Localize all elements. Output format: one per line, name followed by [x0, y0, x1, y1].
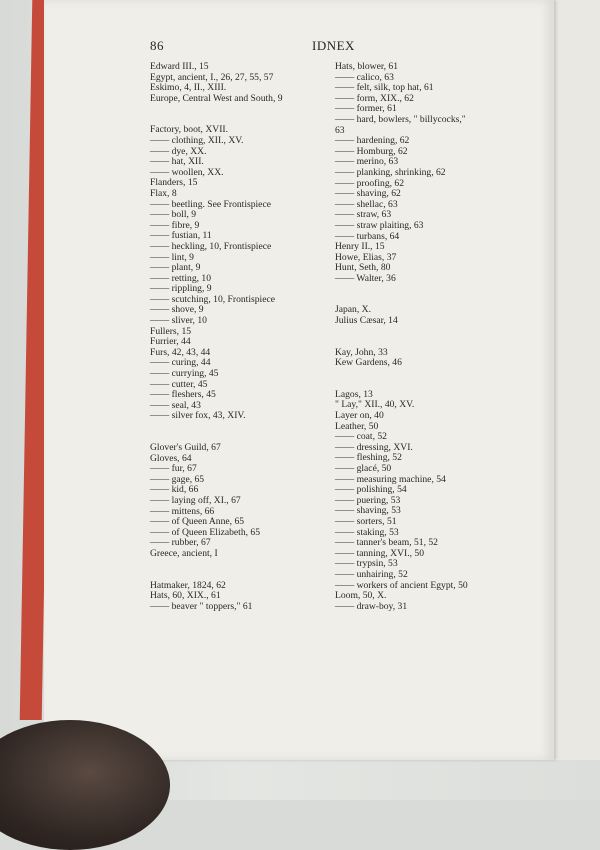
index-entry: Furs, 42, 43, 44 — [150, 346, 211, 358]
section-gap — [335, 327, 468, 348]
index-column-left — [150, 62, 283, 612]
index-entry: Flax, 8 — [150, 187, 177, 199]
index-entry: Julius Cæsar, 14 — [335, 315, 398, 327]
index-entry: —— fustian, 11 — [150, 230, 212, 242]
index-entry: —— fleshers, 45 — [150, 389, 216, 401]
index-entry: Hats, blower, 61 — [335, 61, 399, 72]
index-entry: —— beetling. See Frontispiece — [150, 198, 271, 210]
section-gap — [335, 284, 468, 305]
index-entry: Japan, X. — [335, 304, 371, 316]
index-entry: —— clothing, XII., XV. — [150, 134, 244, 146]
section-gap — [335, 369, 468, 390]
index-entry: —— beaver " toppers," 61 — [150, 600, 253, 612]
running-title: IDNEX — [312, 38, 355, 53]
index-column-right — [335, 62, 468, 612]
index-entry: Europe, Central West and South, 9 — [150, 92, 283, 104]
index-entry: Egypt, ancient, I., 26, 27, 55, 57 — [150, 71, 274, 83]
index-entry: —— sliver, 10 — [150, 315, 207, 327]
index-entry: —— shove, 9 — [150, 304, 204, 316]
index-entry: —— curing, 44 — [150, 357, 211, 369]
index-entry: Hats, 60, XIX., 61 — [150, 590, 221, 602]
index-entry: —— scutching, 10, Frontispiece — [150, 293, 275, 305]
index-entry: —— hat, XII. — [150, 156, 204, 168]
index-entry: —— proofing, 62 — [335, 177, 405, 189]
index-entry: —— shaving, 62 — [335, 188, 401, 200]
index-entry: —— tanning, XVI., 50 — [335, 547, 424, 559]
index-entry: —— hardening, 62 — [335, 135, 410, 147]
index-entry: —— tanner's beam, 51, 52 — [335, 537, 438, 549]
index-entry: Fullers, 15 — [150, 325, 192, 337]
index-entry: Flanders, 15 — [150, 177, 198, 189]
section-gap — [150, 422, 283, 443]
index-entry: Kew Gardens, 46 — [335, 357, 402, 369]
index-entry: —— gage, 65 — [150, 473, 205, 485]
section-gap — [150, 104, 283, 125]
index-entry: —— felt, silk, top hat, 61 — [335, 82, 434, 94]
index-entry: Gloves, 64 — [150, 452, 192, 464]
index-entry: —— workers of ancient Egypt, 50 — [335, 579, 468, 591]
index-entry: Factory, boot, XVII. — [150, 124, 228, 136]
index-entry: Henry II., 15 — [335, 241, 385, 253]
index-entry: —— unhairing, 52 — [335, 568, 408, 580]
index-entry: Furrier, 44 — [150, 336, 191, 348]
index-entry: —— woollen, XX. — [150, 166, 224, 178]
index-entry: Howe, Elias, 37 — [335, 251, 397, 263]
index-entry: —— coat, 52 — [335, 431, 387, 443]
index-entry: —— cutter, 45 — [150, 378, 208, 390]
index-entry: —— fur, 67 — [150, 463, 197, 475]
index-entry: —— glacé, 50 — [335, 463, 392, 474]
index-entry: —— trypsin, 53 — [335, 558, 398, 570]
index-entry: —— fibre, 9 — [150, 219, 200, 231]
index-entry: —— rippling, 9 — [150, 283, 212, 295]
index-entry: —— of Queen Anne, 65 — [150, 516, 245, 528]
index-entry: —— of Queen Elizabeth, 65 — [150, 526, 261, 538]
index-entry: —— plant, 9 — [150, 262, 201, 274]
index-entry: —— heckling, 10, Frontispiece — [150, 240, 272, 252]
index-entry: Kay, John, 33 — [335, 346, 388, 358]
index-entry: —— staking, 53 — [335, 526, 399, 538]
index-entry: Eskimo, 4, II., XIII. — [150, 82, 227, 94]
index-entry: —— fleshing, 52 — [335, 452, 402, 464]
index-entry: Greece, ancient, I — [150, 547, 218, 559]
index-entry: Edward III., 15 — [150, 61, 209, 72]
index-entry: —— kid, 66 — [150, 484, 199, 496]
page-number: 86 — [150, 38, 164, 53]
index-entry: —— measuring machine, 54 — [335, 473, 446, 485]
index-entry: —— shellac, 63 — [335, 198, 398, 210]
index-entry: Lagos, 13 — [335, 388, 373, 400]
index-entry: —— turbans, 64 — [335, 230, 400, 242]
index-entry: —— laying off, XI., 67 — [150, 494, 241, 506]
index-entry: Loom, 50, X. — [335, 590, 387, 602]
index-entry: —— retting, 10 — [150, 272, 212, 284]
section-gap — [150, 560, 283, 581]
index-entry: —— puering, 53 — [335, 494, 401, 506]
index-entry: Hatmaker, 1824, 62 — [150, 579, 226, 591]
index-entry: —— Walter, 36 — [335, 272, 396, 284]
index-entry: —— form, XIX., 62 — [335, 92, 414, 104]
index-entry: —— planking, shrinking, 62 — [335, 166, 446, 178]
book-page — [44, 0, 554, 760]
index-entry: —— polishing, 54 — [335, 484, 407, 496]
index-entry: —— former, 61 — [335, 103, 397, 115]
index-entry: Glover's Guild, 67 — [150, 442, 221, 453]
index-entry: —— mittens, 66 — [150, 505, 215, 517]
index-entry: —— draw-boy, 31 — [335, 600, 408, 612]
index-entry: " Lay," XII., 40, XV. — [335, 399, 415, 411]
index-entry: —— dye, XX. — [150, 145, 207, 157]
index-entry: —— currying, 45 — [150, 368, 219, 380]
index-entry: Leather, 50 — [335, 420, 379, 432]
index-entry: —— dressing, XVI. — [335, 441, 413, 453]
index-entry: —— seal, 43 — [150, 399, 201, 411]
index-entry: —— straw plaiting, 63 — [335, 219, 424, 231]
index-entry: —— Homburg, 62 — [335, 145, 408, 157]
index-entry: —— boll, 9 — [150, 209, 197, 221]
index-entry: 63 — [335, 124, 345, 136]
facing-page-edge — [554, 0, 600, 760]
index-entry: —— rubber, 67 — [150, 537, 211, 549]
index-entry: —— merino, 63 — [335, 156, 399, 168]
index-entry: —— calico, 63 — [335, 71, 394, 83]
index-entry: —— straw, 63 — [335, 209, 392, 221]
index-entry: —— hard, bowlers, " billycocks," — [335, 113, 466, 125]
index-entry: Hunt, Seth, 80 — [335, 262, 391, 274]
index-entry: Layer on, 40 — [335, 410, 384, 422]
index-entry: —— lint, 9 — [150, 251, 194, 263]
index-entry: —— sorters, 51 — [335, 515, 397, 527]
index-entry: —— silver fox, 43, XIV. — [150, 410, 246, 422]
index-entry: —— shaving, 53 — [335, 505, 401, 517]
